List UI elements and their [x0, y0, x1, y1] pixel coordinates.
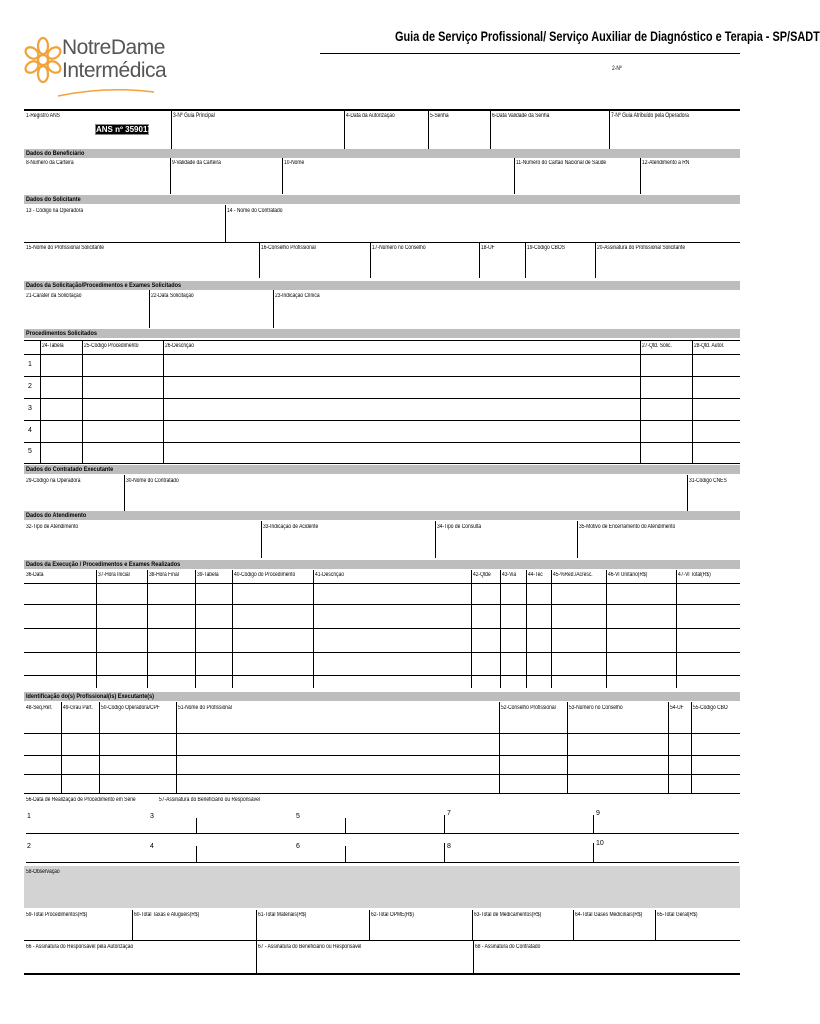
nome-contratado-label: 14 - Nome do Contratado: [227, 208, 283, 214]
assinatura-responsavel-label: 66 - Assinatura do Responsável pela Autorização: [26, 944, 134, 950]
total-gases-label: 64-Total Gases Medicinais(R$): [575, 912, 643, 918]
serie-num: 1: [27, 813, 31, 820]
procedimentos-table: [24, 340, 740, 464]
conselho-label: 16-Conselho Profissional: [261, 245, 316, 251]
observacao-box[interactable]: [24, 866, 740, 908]
indicacao-clinica-label: 23-Indicação Clínica: [275, 293, 320, 299]
executante-codigo-label: 29-Código na Operadora: [26, 478, 81, 484]
serie-num: 6: [296, 843, 300, 850]
guia-operadora-field[interactable]: [611, 121, 739, 147]
cns-field[interactable]: [516, 168, 638, 192]
executante-nome-field[interactable]: [126, 486, 685, 509]
company-logo: [26, 32, 167, 102]
col-nome-profissional: 51-Nome do Profissional: [178, 705, 232, 711]
procedimento-row-5[interactable]: [41, 443, 739, 462]
numero-conselho-label: 17-Número no Conselho: [372, 245, 426, 251]
row-number: 2: [28, 383, 32, 390]
serie-num: 2: [27, 843, 31, 850]
col-seq-ref: 48-Seq.Ref.: [26, 705, 53, 711]
total-opme-field[interactable]: [371, 920, 470, 939]
indicacao-clinica-field[interactable]: [275, 301, 739, 326]
row-number: 4: [28, 427, 32, 434]
section-solicitacao: Dados da Solicitação/Procedimentos e Exames Solicitados: [24, 281, 740, 290]
serie-data-label: 56-Data de Realização de Procedimento em Série: [26, 797, 136, 803]
guia-operadora-label: 7-Nº Guia Atribuído pela Operadora: [611, 113, 689, 119]
nome-beneficiario-label: 10-Nome: [284, 160, 305, 166]
assinatura-solicitante-label: 20-Assinatura do Profissional Solicitante: [597, 245, 686, 251]
profissional-row-1[interactable]: [24, 714, 740, 732]
col-uf: 54-UF: [670, 705, 684, 711]
assinatura-solicitante-field[interactable]: [597, 253, 739, 276]
total-materiais-field[interactable]: [258, 920, 367, 939]
execucao-row-4[interactable]: [24, 653, 740, 674]
nome-profissional-field[interactable]: [26, 253, 257, 276]
tipo-consulta-label: 34-Tipo de Consulta: [437, 524, 482, 530]
codigo-operadora-label: 13 - Código na Operadora: [26, 208, 84, 214]
total-taxas-label: 60-Total Taxas e Aluguéis(R$): [134, 912, 200, 918]
nome-contratado-field[interactable]: [227, 216, 739, 240]
assinatura-beneficiario-label: 67 - Assinatura do Beneficiário ou Responsável: [258, 944, 362, 950]
guia-principal-label: 3-Nº Guia Principal: [173, 113, 215, 119]
col-qtd-solic: 27-Qtd. Solic.: [642, 343, 672, 349]
col-codigo-cpf: 50-Código Operadora/CPF: [101, 705, 160, 711]
tipo-atendimento-field[interactable]: [26, 532, 259, 556]
col-vl-total: 47-Vl Total(R$): [678, 572, 711, 578]
col-conselho: 52-Conselho Profissional: [501, 705, 556, 711]
serie-num: 4: [150, 843, 154, 850]
total-procedimentos-field[interactable]: [26, 920, 130, 939]
execucao-row-2[interactable]: [24, 605, 740, 627]
validade-carteira-label: 9-Validade da Carteira: [172, 160, 221, 166]
data-solicitacao-label: 22-Data Solicitação: [151, 293, 194, 299]
section-profissionais: Identificação do(s) Profissional(is) Executante(s): [24, 692, 740, 701]
row-number: 1: [28, 361, 32, 368]
total-geral-label: 65-Total Geral(R$): [657, 912, 698, 918]
carteira-label: 8-Número da Carteira: [26, 160, 74, 166]
total-materiais-label: 61-Total Materiais(R$): [258, 912, 307, 918]
col-numero-conselho: 53-Número no Conselho: [569, 705, 623, 711]
col-qtde: 42-Qtde: [473, 572, 491, 578]
form-title: Guia de Serviço Profissional/ Serviço Auxiliar de Diagnóstico e Terapia - SP/SADT: [395, 28, 820, 44]
executante-codigo-field[interactable]: [26, 486, 122, 509]
col-tec: 44-Tec: [528, 572, 543, 578]
row-number: 5: [28, 448, 32, 455]
section-solicitante: Dados do Solicitante: [24, 195, 740, 204]
cbos-field[interactable]: [527, 253, 593, 276]
col-hora-inicial: 37-Hora Inicial: [98, 572, 130, 578]
section-execucao: Dados da Execução / Procedimentos e Exames Realizados: [24, 560, 740, 569]
col-tabela: 39-Tabela: [197, 572, 219, 578]
col-red-acresc: 45-%Red./Acresc.: [553, 572, 593, 578]
assinatura-contratado-field[interactable]: [475, 952, 739, 972]
flower-logo-icon: [26, 32, 60, 88]
assinatura-contratado-label: 68 - Assinatura do Contratado: [475, 944, 541, 950]
profissional-row-4[interactable]: [24, 775, 740, 792]
uf-field[interactable]: [481, 253, 523, 276]
carater-field[interactable]: [26, 301, 147, 326]
validade-carteira-field[interactable]: [172, 168, 280, 192]
carater-label: 21-Caráter da Solicitação: [26, 293, 82, 299]
carteira-field[interactable]: [26, 168, 168, 192]
logo-line1: NotreDame: [62, 36, 165, 59]
col-grau-part: 49-Grau Part.: [63, 705, 93, 711]
profissional-row-2[interactable]: [24, 734, 740, 754]
procedimento-row-3[interactable]: [41, 399, 739, 419]
cns-label: 11-Número do Cartão Nacional de Saúde: [516, 160, 607, 166]
col-via: 43-Via: [502, 572, 517, 578]
serie-signature-area[interactable]: [26, 806, 739, 861]
col-codigo: 40-Código do Procedimento: [234, 572, 296, 578]
col-hora-final: 38-Hora Final: [149, 572, 179, 578]
registro-ans-field[interactable]: [26, 121, 170, 147]
tipo-consulta-field[interactable]: [437, 532, 575, 556]
cnes-field[interactable]: [689, 486, 739, 509]
total-medicamentos-field[interactable]: [474, 920, 571, 939]
codigo-operadora-field[interactable]: [26, 216, 223, 240]
ans-badge: ANS nº 359017: [96, 125, 152, 134]
procedimento-row-4[interactable]: [41, 421, 739, 441]
cbos-label: 19-Código CBOS: [527, 245, 566, 251]
nome-profissional-label: 15-Nome do Profissional Solicitante: [26, 245, 104, 251]
data-autorizacao-label: 4-Data da Autorização: [346, 113, 395, 119]
logo-swoosh-icon: [56, 86, 156, 100]
acidente-field[interactable]: [263, 532, 433, 556]
section-beneficiario: Dados do Beneficiário: [24, 149, 740, 158]
cnes-label: 31-Código CNES: [689, 478, 727, 484]
col-tabela: 24-Tabela: [42, 343, 64, 349]
serie-num: 3: [150, 813, 154, 820]
registro-ans-label: 1-Registro ANS: [26, 113, 60, 119]
col-codigo-procedimento: 25-Código Procedimento: [84, 343, 139, 349]
col-cbo: 55-Código CBO: [693, 705, 728, 711]
numero-conselho-field[interactable]: [372, 253, 477, 276]
section-atendimento: Dados do Atendimento: [24, 511, 740, 520]
encerramento-label: 35-Motivo de Encerramento do Atendimento: [579, 524, 676, 530]
senha-field[interactable]: [430, 121, 488, 147]
total-procedimentos-label: 59-Total Procedimentos(R$): [26, 912, 88, 918]
data-solicitacao-field[interactable]: [151, 301, 271, 326]
executante-nome-label: 30-Nome do Contratado: [126, 478, 179, 484]
encerramento-field[interactable]: [579, 532, 739, 556]
atendimento-rn-label: 12-Atendimento a RN: [642, 160, 690, 166]
procedimento-row-1[interactable]: [41, 355, 739, 375]
procedimento-row-2[interactable]: [41, 377, 739, 397]
col-vl-unitario: 46-Vl Unitário(R$): [608, 572, 648, 578]
execucao-row-3[interactable]: [24, 629, 740, 651]
serie-num: 9: [596, 810, 600, 817]
observacao-label: 58-Observação: [26, 869, 60, 875]
total-gases-field[interactable]: [575, 920, 653, 939]
nome-beneficiario-field[interactable]: [284, 168, 512, 192]
validade-senha-field[interactable]: [492, 121, 607, 147]
data-autorizacao-field[interactable]: [346, 121, 426, 147]
tipo-atendimento-label: 32-Tipo de Atendimento: [26, 524, 79, 530]
profissional-row-3[interactable]: [24, 756, 740, 773]
serie-num: 7: [447, 810, 451, 817]
assinatura-responsavel-field[interactable]: [26, 952, 254, 972]
guia-principal-field[interactable]: [173, 121, 343, 147]
logo-line2: Intermédica: [62, 59, 167, 82]
validade-senha-label: 6-Data Validade da Senha: [492, 113, 550, 119]
col-qtd-autor: 28-Qtd. Autor.: [694, 343, 725, 349]
uf-label: 18-UF: [481, 245, 495, 251]
serie-num: 10: [596, 840, 604, 847]
section-procedimentos: Procedimentos Solicitados: [24, 329, 740, 338]
col-descricao: 41-Descrição: [315, 572, 344, 578]
profissionais-table: [24, 702, 740, 794]
serie-num: 8: [447, 843, 451, 850]
total-medicamentos-label: 63-Total de Medicamentos(R$): [474, 912, 542, 918]
assinatura-beneficiario-field[interactable]: [258, 952, 471, 972]
conselho-field[interactable]: [261, 253, 368, 276]
col-data: 36-Data: [26, 572, 44, 578]
atendimento-rn-field[interactable]: [642, 168, 738, 192]
total-opme-label: 62-Total OPME(R$): [371, 912, 414, 918]
serie-assinatura-label: 57-Assinatura do Beneficiário ou Responsável: [159, 797, 260, 803]
row-number: 3: [28, 405, 32, 412]
senha-label: 5-Senha: [430, 113, 449, 119]
guide-number-label: 2-Nº: [612, 66, 622, 72]
execucao-row-1[interactable]: [24, 584, 740, 603]
total-geral-field[interactable]: [657, 920, 739, 939]
total-taxas-field[interactable]: [134, 920, 254, 939]
acidente-label: 33-Indicação de Acidente: [263, 524, 319, 530]
execucao-table: [24, 570, 740, 688]
serie-num: 5: [296, 813, 300, 820]
col-descricao: 26-Descrição: [165, 343, 194, 349]
section-executante: Dados do Contratado Executante: [24, 465, 740, 474]
